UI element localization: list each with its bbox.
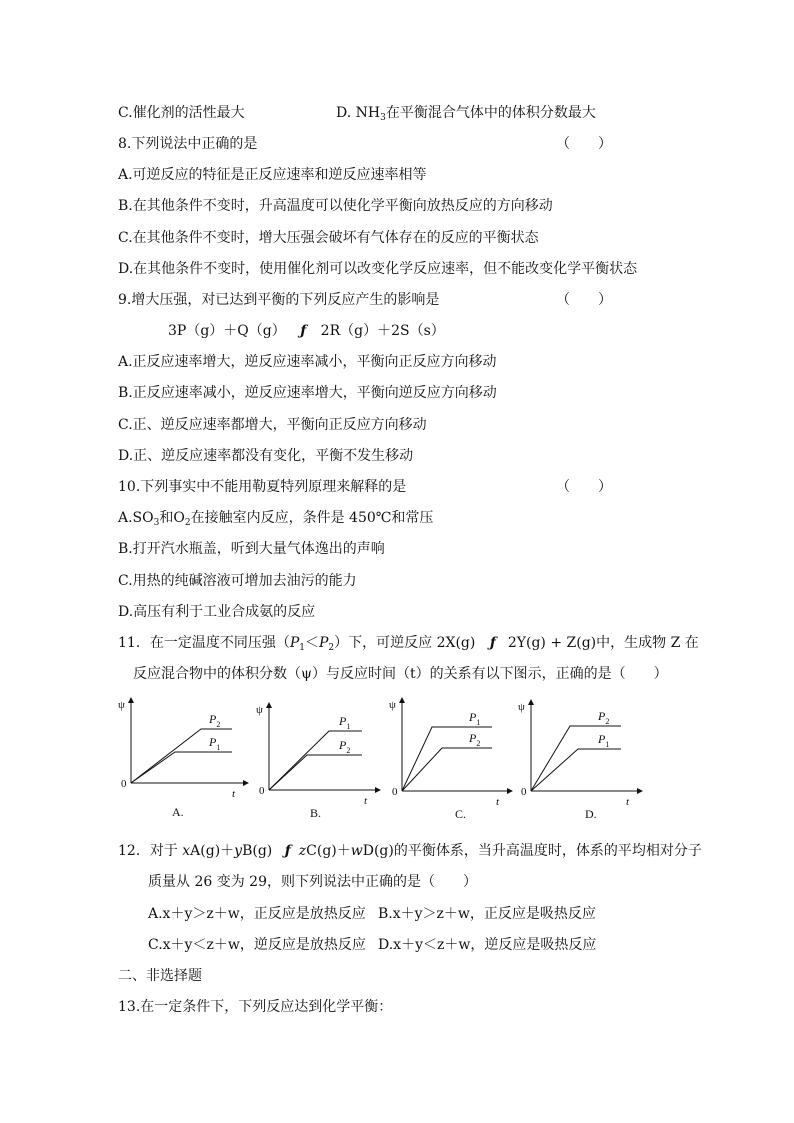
origin-label: 0 — [521, 786, 527, 798]
curve-lower-label-sub: 1 — [216, 743, 221, 752]
curve-upper-label-p: P — [209, 712, 217, 726]
graph-label: D. — [585, 807, 597, 821]
curve-lower-label — [208, 735, 220, 752]
q12-stem-line2: 质量从 26 变为 29，则下列说法中正确的是（ ） — [148, 874, 477, 890]
q9-option-b: B.正反应速率减小，逆反应速率增大，平衡向逆反应方向移动 — [118, 385, 497, 401]
q8-stem: 8.下列说法中正确的是 — [118, 136, 258, 152]
curve-lower-label — [468, 731, 480, 748]
q12-stem-line1: 12．对于 xA(g)＋yB(g) ƒ zC(g)＋wD(g)的平衡体系，当升高温度时，体系的平均相对分子 — [118, 843, 702, 859]
q13-stem: 13.在一定条件下，下列反应达到化学平衡： — [118, 999, 393, 1015]
curve-lower-label-p: P — [598, 732, 606, 746]
curve-lower-label-sub: 2 — [476, 739, 481, 748]
curve-lower-label — [338, 738, 350, 755]
curve-lower-label-sub: 1 — [605, 740, 610, 749]
curve-upper-label-sub: 1 — [476, 718, 481, 727]
q9-option-c: C.正、逆反应速率都增大，平衡向正反应方向移动 — [118, 417, 427, 433]
q12-option-c: C.x＋y＜z＋w，逆反应是放热反应 — [148, 937, 366, 953]
curve-lower — [131, 752, 232, 783]
q8-option-d: D.在其他条件不变时，使用催化剂可以改变化学反应速率，但不能改变化学平衡状态 — [118, 261, 638, 277]
curve-upper — [531, 726, 621, 791]
curve-upper-label-sub: 2 — [216, 720, 221, 729]
x-axis-label: t — [364, 795, 368, 807]
curve-upper — [131, 729, 232, 783]
graph-label: C. — [455, 807, 467, 821]
graph-label: A. — [172, 805, 184, 819]
curve-upper-label-p: P — [469, 710, 477, 724]
curve-upper — [269, 731, 362, 790]
y-axis-label: ψ — [518, 701, 525, 713]
q10-option-d: D.高压有利于工业合成氨的反应 — [118, 604, 316, 620]
graph-b — [256, 703, 380, 820]
graph-d — [518, 700, 642, 821]
curve-lower — [269, 755, 362, 790]
q9-stem: 9.增大压强，对已达到平衡的下列反应产生的影响是 — [118, 292, 440, 308]
curve-lower-label-p: P — [469, 731, 477, 745]
origin-label: 0 — [259, 785, 265, 797]
curve-upper — [402, 727, 492, 791]
q9-answer-bracket: （ ） — [556, 292, 612, 308]
q12-option-d: D.x＋y＜z＋w，逆反应是吸热反应 — [378, 937, 597, 953]
origin-label: 0 — [121, 778, 127, 790]
curve-upper-label — [597, 709, 609, 726]
y-axis-label: ψ — [118, 699, 125, 711]
curve-upper-label — [338, 714, 350, 731]
curve-lower-label-p: P — [339, 738, 347, 752]
q7-option-c: C.催化剂的活性最大 — [118, 105, 245, 121]
q10-stem: 10.下列事实中不能用勒夏特列原理来解释的是 — [118, 479, 407, 495]
q8-answer-bracket: （ ） — [556, 136, 612, 152]
curve-lower-label-sub: 2 — [346, 746, 351, 755]
q11-stem-line1: 11．在一定温度不同压强$(P_1<P_2)$下，可逆反应 2X(g) ƒ 2Y(g) + Z(g)中，生成物 Z 在 — [118, 635, 699, 653]
curve-upper-label-p: P — [598, 709, 606, 723]
q11-stem-line2: 反应混合物中的体积分数（ψ）与反应时间（t）的关系有以下图示，正确的是（ ） — [133, 666, 668, 682]
q10-option-b: B.打开汽水瓶盖，听到大量气体逸出的声响 — [118, 541, 385, 557]
q9-option-a: A.正反应速率增大，逆反应速率减小，平衡向正反应方向移动 — [118, 354, 497, 370]
x-axis-label: t — [626, 796, 630, 808]
graph-c — [389, 698, 512, 821]
q8-option-b: B.在其他条件不变时，升高温度可以使化学平衡向放热反应的方向移动 — [118, 198, 553, 214]
q11-graphs — [0, 693, 794, 833]
y-axis-label: ψ — [389, 699, 396, 711]
q9-option-d: D.正、逆反应速率都没有变化，平衡不发生移动 — [118, 448, 414, 464]
x-axis-label: t — [232, 788, 236, 800]
graph-a — [118, 698, 248, 819]
x-axis-label: t — [496, 796, 500, 808]
graph-label: B. — [310, 806, 322, 820]
curve-lower — [402, 748, 492, 791]
q7-option-d: D. $NH_3$在平衡混合气体中的体积分数最大 — [336, 105, 596, 123]
q12-option-a: A.x＋y＞z＋w，正反应是放热反应 — [148, 906, 366, 922]
q8-option-a: A.可逆反应的特征是正反应速率和逆反应速率相等 — [118, 167, 427, 183]
equilibrium-symbol: ƒ — [489, 635, 496, 651]
q8-option-c: C.在其他条件不变时，增大压强会破坏有气体存在的反应的平衡状态 — [118, 230, 539, 246]
curve-lower-label — [597, 732, 609, 749]
curve-lower-label-p: P — [209, 735, 217, 749]
q10-option-c: C.用热的纯碱溶液可增加去油污的能力 — [118, 573, 357, 589]
q10-option-a: $A.SO_3$和$O_2$在接触室内反应，条件是 450℃和常压 — [118, 510, 434, 528]
equilibrium-symbol: ƒ — [300, 323, 307, 339]
curve-upper-label — [208, 712, 220, 729]
curve-upper-label-sub: 2 — [605, 717, 610, 726]
equilibrium-symbol: ƒ — [284, 843, 291, 859]
curve-lower — [531, 749, 621, 791]
y-axis-label: ψ — [256, 704, 263, 716]
q10-answer-bracket: （ ） — [556, 479, 612, 495]
q9-equation: 3P（g）＋Q（g） ƒ 2R（g）＋2S（s） — [168, 323, 445, 339]
curve-upper-label-p: P — [339, 714, 347, 728]
curve-upper-label — [468, 710, 480, 727]
q12-option-b: B.x＋y＞z＋w，正反应是吸热反应 — [378, 906, 596, 922]
section-title: 二、非选择题 — [118, 968, 202, 984]
origin-label: 0 — [392, 786, 398, 798]
curve-upper-label-sub: 1 — [346, 722, 351, 731]
